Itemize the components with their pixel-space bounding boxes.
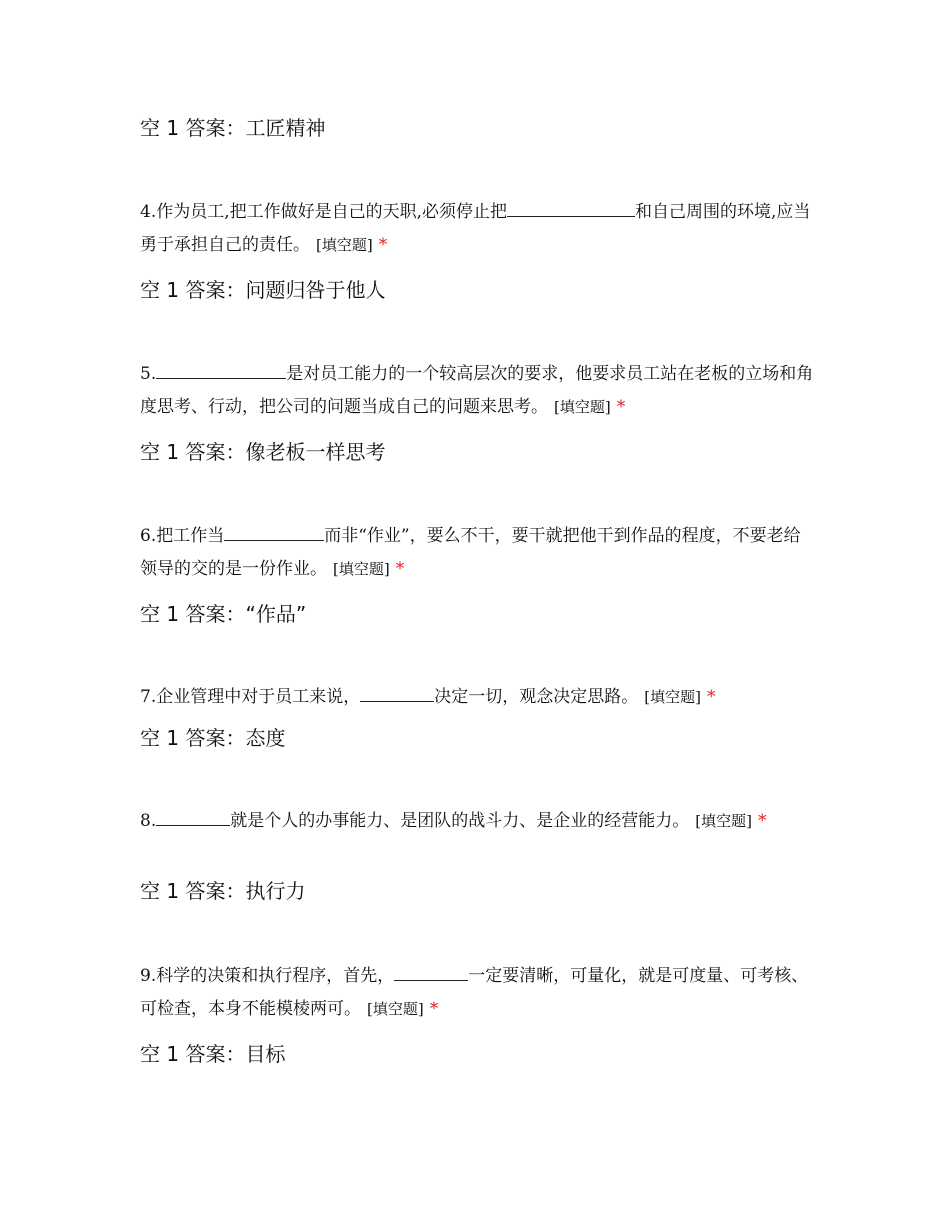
question-type-tag: [填空题] bbox=[695, 812, 752, 830]
answer-text: 像老板一样思考 bbox=[245, 440, 386, 464]
answer-line bbox=[140, 114, 325, 142]
fill-blank[interactable] bbox=[224, 523, 324, 541]
question-text: 5. bbox=[140, 364, 157, 384]
answer-label: 空 1 答案： bbox=[140, 116, 246, 140]
answer-text: 问题归咎于他人 bbox=[245, 278, 386, 302]
fill-blank[interactable] bbox=[507, 199, 635, 217]
question-5 bbox=[140, 358, 815, 424]
question-text: 6.把工作当 bbox=[140, 526, 225, 546]
question-7 bbox=[140, 681, 815, 714]
required-mark: * bbox=[429, 999, 439, 1019]
answer-text: 目标 bbox=[245, 1042, 286, 1066]
question-text: 一定要清晰，可量化，就是可度量、可考核、可检查，本身不能模棱两可。 bbox=[140, 966, 809, 1019]
answer-line bbox=[140, 276, 385, 304]
answer-line bbox=[140, 724, 285, 752]
answer-line bbox=[140, 600, 306, 628]
question-type-tag: [填空题] bbox=[367, 1000, 424, 1018]
question-text: 7.企业管理中对于员工来说， bbox=[140, 687, 361, 707]
question-type-tag: [填空题] bbox=[644, 688, 701, 706]
required-mark: * bbox=[378, 235, 388, 255]
answer-line bbox=[140, 1040, 285, 1068]
required-mark: * bbox=[616, 397, 626, 417]
question-6 bbox=[140, 520, 815, 586]
question-text: 是对员工能力的一个较高层次的要求，他要求员工站在老板的立场和角度思考、行动，把公司的问题当成自己的问题来思考。 bbox=[140, 364, 814, 417]
question-text: 就是个人的办事能力、是团队的战斗力、是企业的经营能力。 bbox=[230, 811, 690, 831]
fill-blank[interactable] bbox=[360, 684, 434, 702]
answer-text: “作品” bbox=[245, 602, 307, 626]
answer-line bbox=[140, 877, 305, 905]
fill-blank[interactable] bbox=[156, 808, 230, 826]
question-text: 决定一切，观念决定思路。 bbox=[434, 687, 639, 707]
answer-line bbox=[140, 438, 385, 466]
answer-label: 空 1 答案： bbox=[140, 278, 246, 302]
question-text: 8. bbox=[140, 811, 157, 831]
required-mark: * bbox=[757, 811, 767, 831]
answer-label: 空 1 答案： bbox=[140, 879, 246, 903]
question-text: 和自己周围的环境,应当勇于承担自己的责任。 bbox=[140, 202, 811, 255]
answer-text: 工匠精神 bbox=[245, 116, 326, 140]
question-text: 4.作为员工,把工作做好是自己的天职,必须停止把 bbox=[140, 202, 508, 222]
fill-blank[interactable] bbox=[394, 963, 468, 981]
required-mark: * bbox=[706, 687, 716, 707]
answer-label: 空 1 答案： bbox=[140, 1042, 246, 1066]
question-type-tag: [填空题] bbox=[333, 560, 390, 578]
question-8 bbox=[140, 805, 815, 838]
question-type-tag: [填空题] bbox=[554, 398, 611, 416]
answer-text: 执行力 bbox=[245, 879, 306, 903]
required-mark: * bbox=[395, 559, 405, 579]
question-type-tag: [填空题] bbox=[316, 236, 373, 254]
answer-label: 空 1 答案： bbox=[140, 726, 246, 750]
answer-label: 空 1 答案： bbox=[140, 440, 246, 464]
question-4 bbox=[140, 196, 815, 262]
question-9 bbox=[140, 960, 815, 1026]
answer-text: 态度 bbox=[245, 726, 286, 750]
answer-label: 空 1 答案： bbox=[140, 602, 246, 626]
question-text: 而非“作业”，要么不干，要干就把他干到作品的程度，不要老给领导的交的是一份作业。 bbox=[140, 526, 801, 579]
question-text: 9.科学的决策和执行程序，首先， bbox=[140, 966, 395, 986]
fill-blank[interactable] bbox=[156, 361, 286, 379]
